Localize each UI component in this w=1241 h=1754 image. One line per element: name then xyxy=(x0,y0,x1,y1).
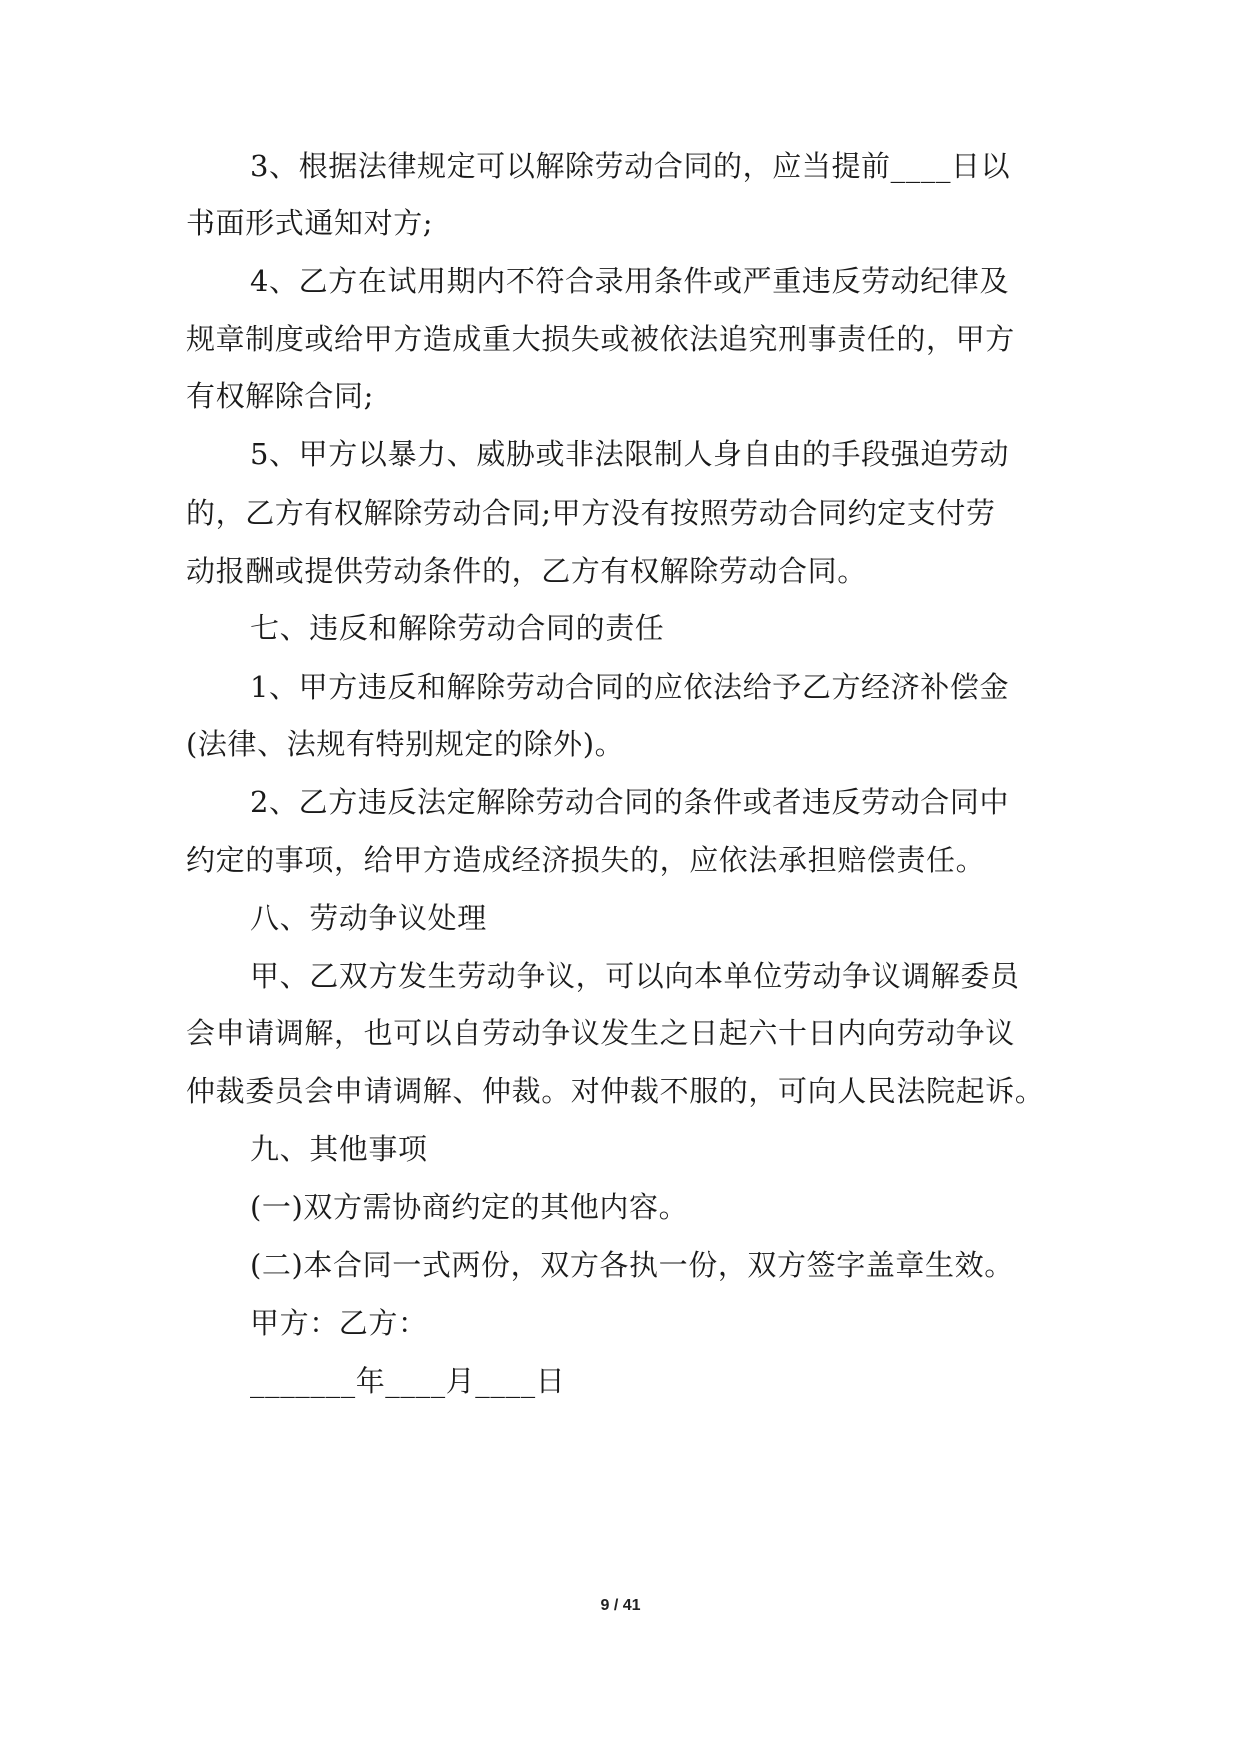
section-7-item-2-line-1: 2、乙方违反法定解除劳动合同的条件或者违反劳动合同中 xyxy=(250,785,1010,819)
section-9-item-1: (一)双方需协商约定的其他内容。 xyxy=(250,1190,689,1224)
clause-5-line-3: 动报酬或提供劳动条件的，乙方有权解除劳动合同。 xyxy=(186,554,867,588)
signature-date: _______年____月____日 xyxy=(250,1364,566,1398)
section-7-heading: 七、违反和解除劳动合同的责任 xyxy=(250,611,665,645)
section-8-paragraph-line-1: 甲、乙双方发生劳动争议，可以向本单位劳动争议调解委员 xyxy=(250,959,1020,993)
clause-5-line-1: 5、甲方以暴力、威胁或非法限制人身自由的手段强迫劳动 xyxy=(250,437,1010,471)
clause-5-line-2: 的，乙方有权解除劳动合同;甲方没有按照劳动合同约定支付劳 xyxy=(186,496,996,530)
section-8-paragraph-line-3: 仲裁委员会申请调解、仲裁。对仲裁不服的，可向人民法院起诉。 xyxy=(186,1074,1045,1108)
clause-4-line-1: 4、乙方在试用期内不符合录用条件或严重违反劳动纪律及 xyxy=(250,264,1010,298)
clause-4-line-2: 规章制度或给甲方造成重大损失或被依法追究刑事责任的，甲方 xyxy=(186,322,1015,356)
section-7-item-1-line-1: 1、甲方违反和解除劳动合同的应依法给予乙方经济补偿金 xyxy=(250,670,1010,704)
clause-3-line-2: 书面形式通知对方; xyxy=(186,206,434,240)
clause-4-line-3: 有权解除合同; xyxy=(186,379,374,413)
section-7-item-1-line-2: (法律、法规有特别规定的除外)。 xyxy=(186,727,625,761)
page-number: 9 / 41 xyxy=(600,1597,641,1614)
section-8-paragraph-line-2: 会申请调解，也可以自劳动争议发生之日起六十日内向劳动争议 xyxy=(186,1016,1015,1050)
clause-3-line-1: 3、根据法律规定可以解除劳动合同的，应当提前____日以 xyxy=(250,149,1011,183)
section-8-heading: 八、劳动争议处理 xyxy=(250,901,487,935)
section-9-heading: 九、其他事项 xyxy=(250,1132,428,1166)
section-7-item-2-line-2: 约定的事项，给甲方造成经济损失的，应依法承担赔偿责任。 xyxy=(186,843,986,877)
section-9-item-2: (二)本合同一式两份，双方各执一份，双方签字盖章生效。 xyxy=(250,1248,1014,1282)
signature-parties: 甲方：乙方： xyxy=(250,1306,428,1340)
